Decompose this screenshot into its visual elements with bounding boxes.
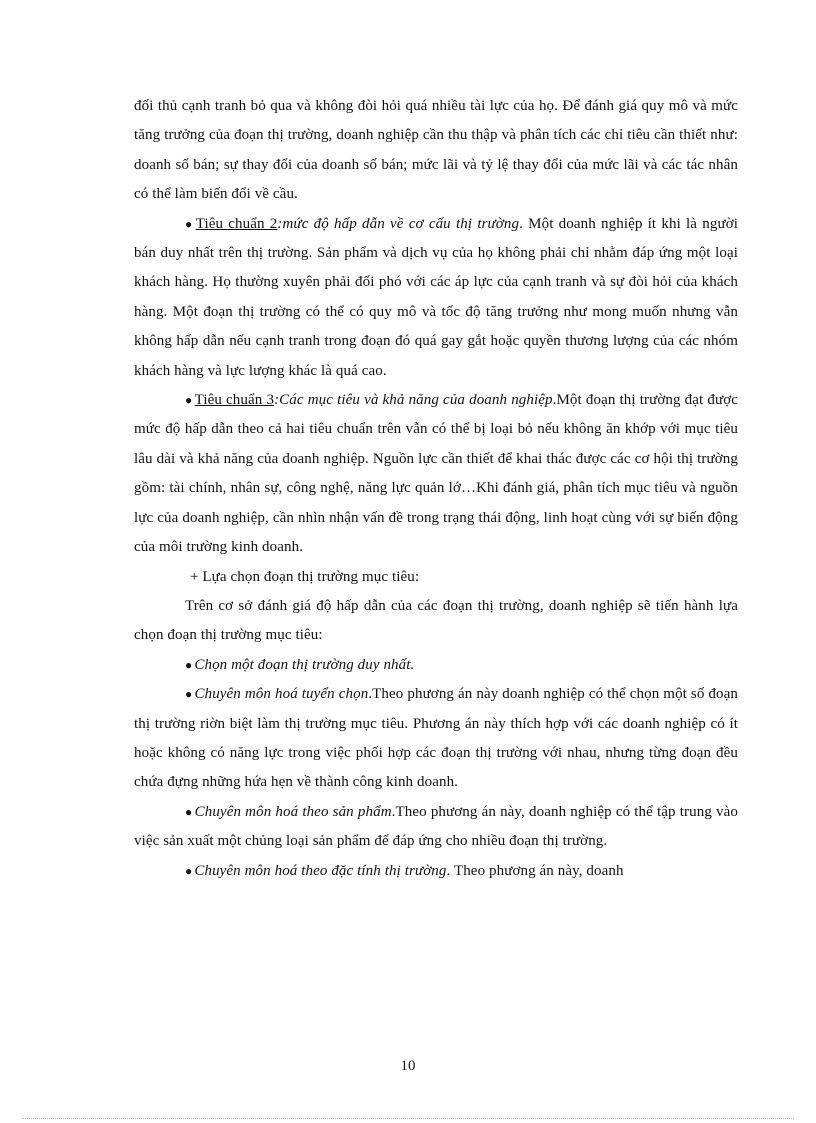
- option-product-specialization: [134, 798, 738, 857]
- page-bottom-divider: [22, 1118, 794, 1119]
- option-heading: Chuyên môn hoá tuyển chọn: [194, 686, 369, 703]
- paragraph-criterion-2: [134, 210, 738, 386]
- option-market-specialization: [134, 857, 738, 886]
- option-heading: Chuyên môn hoá theo đặc tính thị trường: [194, 862, 447, 879]
- option-body: . Theo phương án này, doanh: [446, 862, 624, 879]
- bullet-icon: ●: [185, 657, 193, 672]
- option-heading: Chuyên môn hoá theo sản phẩm: [194, 803, 392, 820]
- paragraph-continuation: đối thủ cạnh tranh bỏ qua và không đòi hỏi quá nhiều tài lực của họ. Để đánh giá quy mô và mức tăng trưởng của đoạn thị trường, doanh nghiệp cần thu thập và phân tích các chỉ tiêu cần thiết như: doanh số bán; sự thay đổi của doanh số bán; mức lãi và tỷ lệ thay đổi của mức lãi và các tác nhân có thể làm biến đổi về cầu.: [134, 98, 738, 203]
- body-text: [134, 92, 738, 886]
- paragraph-selection-intro: Trên cơ sở đánh giá độ hấp dẫn của các đoạn thị trường, doanh nghiệp sẽ tiến hành lựa chọn đoạn thị trường mục tiêu:: [134, 597, 738, 644]
- option-selective-specialization: [134, 680, 738, 798]
- criterion-body: . Một doanh nghiệp ít khi là người bán duy nhất trên thị trường. Sản phẩm và dịch vụ của họ không phải chỉ nhằm đáp ứng một loại khách hàng. Họ thường xuyên phải đối phó với các áp lực của cạnh tranh và sự đòi hỏi của khách hàng. Một đoạn thị trường có thể có quy mô và tốc độ tăng trưởng như mong muốn nhưng vẫn không hấp dẫn nếu cạnh tranh trong đoạn đó quá gay gắt hoặc quyền thương lượng của các nhóm khách hàng và lực lượng khác là quá cao.: [134, 215, 738, 379]
- bullet-icon: ●: [185, 216, 194, 231]
- option-single-segment: [134, 651, 738, 680]
- criterion-body: .Một đoạn thị trường đạt được mức độ hấp dẫn theo cả hai tiêu chuẩn trên vẫn có thể bị loại bỏ nếu không ăn khớp với mục tiêu lâu dài và khả năng của doanh nghiệp. Nguồn lực cần thiết để khai thác được các cơ hội thị trường gồm: tài chính, nhân sự, công nghệ, năng lực quản lớ…Khi đánh giá, phân tích mục tiêu và nguồn lực của doanh nghiệp, cần nhìn nhận vấn đề trong trạng thái động, linh hoạt cùng với sự biến động của môi trường kinh doanh.: [134, 392, 738, 556]
- bullet-icon: ●: [185, 863, 193, 878]
- bullet-icon: ●: [185, 687, 193, 702]
- option-body: .Theo phương án này, doanh nghiệp có thể tập trung vào việc sản xuất một chủng loại sản phẩm để đáp ứng cho nhiều đoạn thị trường.: [134, 803, 738, 850]
- paragraph-criterion-3: [134, 386, 738, 562]
- option-heading: Chọn một đoạn thị trường duy nhất.: [194, 656, 415, 673]
- bullet-icon: ●: [185, 393, 193, 408]
- criterion-label: Tiêu chuẩn 2: [195, 215, 278, 232]
- criterion-heading: :mức độ hấp dẫn về cơ cấu thị trường: [277, 215, 520, 232]
- criterion-heading: :Các mục tiêu và khả năng của doanh nghiệp: [274, 392, 553, 409]
- criterion-label: Tiêu chuẩn 3: [194, 392, 275, 409]
- section-heading-target-selection: + Lựa chọn đoạn thị trường mục tiêu:: [190, 568, 420, 585]
- option-body: .Theo phương án này doanh nghiệp có thể chọn một số đoạn thị trường riờn biệt làm thị trường mục tiêu. Phương án này thích hợp với các doanh nghiệp có ít hoặc không có năng lực trong việc phối hợp các đoạn thị trường với nhau, nhưng từng đoạn đều chứa đựng những hứa hẹn về thành công kinh doanh.: [134, 686, 738, 791]
- page-number: 10: [400, 1058, 416, 1074]
- bullet-icon: ●: [185, 804, 193, 819]
